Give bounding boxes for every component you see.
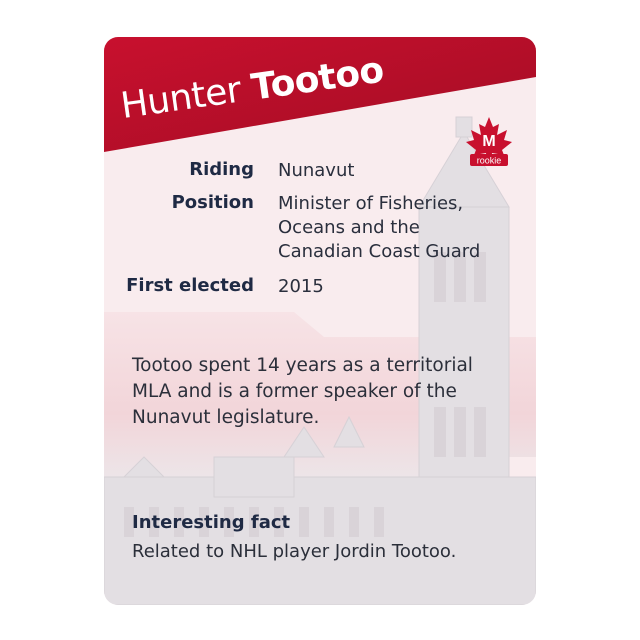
first-elected-value: 2015 bbox=[278, 276, 324, 297]
badge-letter: M bbox=[482, 133, 496, 150]
last-name: Tootoo bbox=[248, 49, 387, 109]
position-label: Position bbox=[171, 192, 254, 213]
interesting-fact-value: Related to NHL player Jordin Tootoo. bbox=[132, 541, 457, 562]
interesting-fact-label: Interesting fact bbox=[132, 512, 291, 533]
mp-card bbox=[104, 37, 536, 605]
first-name: Hunter bbox=[118, 69, 244, 127]
mp-description: Tootoo spent 14 years as a territorial MLA and is a former speaker of the Nunavut legislature. bbox=[132, 355, 473, 428]
position-value: Minister of Fisheries, Oceans and the Canadian Coast Guard bbox=[278, 193, 481, 262]
riding-value: Nunavut bbox=[278, 160, 355, 181]
badge-text: rookie bbox=[476, 155, 502, 166]
first-elected-label: First elected bbox=[126, 275, 254, 296]
riding-label: Riding bbox=[189, 159, 254, 180]
